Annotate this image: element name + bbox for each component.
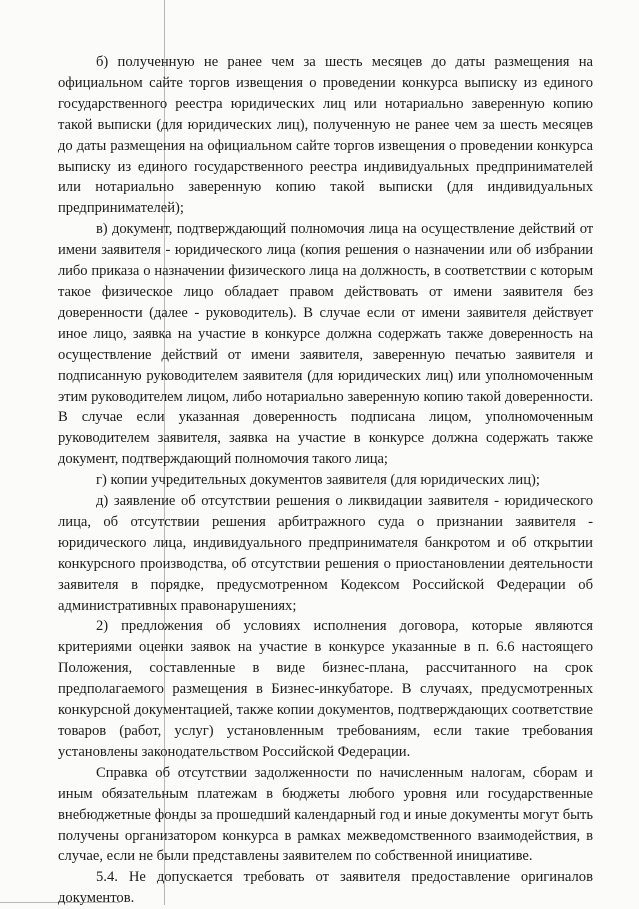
document-body: [58, 52, 593, 909]
paragraph-5-4: 5.4. Не допускается требовать от заявителя предоставление оригиналов документов.: [58, 869, 593, 907]
paragraph-g: г) копии учредительных документов заявителя (для юридических лиц);: [96, 472, 540, 489]
paragraph-v: в) документ, подтверждающий полномочия лица на осуществление действий от имени заявителя - юридического лица (копия решения о назначении или об избрании либо приказа о назначении физического лица на должность, в соответствии с которым такое физическое лицо обладает правом действовать от имени заявителя без доверенности (далее - руководитель). В случае если от имени заявителя действует иное лицо, заявка на участие в конкурсе должна содержать также доверенность на осуществление действий от имени заявителя, заверенную печатью заявителя и подписанную руководителем заявителя (для юридических лиц) или уполномоченным этим руководителем лицом, либо нотариально заверенную копию такой доверенности. В случае если указанная доверенность подписана лицом, уполномоченным руководителем заявителя, заявка на участие в конкурсе должна содержать также документ, подтверждающий полномочия такого лица;: [58, 221, 593, 468]
paragraph-d: д) заявление об отсутствии решения о ликвидации заявителя - юридического лица, об отсутствии решения арбитражного суда о признании заявителя - юридического лица, индивидуального предпринимателя банкротом и об открытии конкурсного производства, об отсутствии решения о приостановлении деятельности заявителя в порядке, предусмотренном Кодексом Российской Федерации об административных правонарушениях;: [58, 493, 593, 614]
paragraph-spravka: Справка об отсутствии задолженности по начисленным налогам, сборам и иным обязательным платежам в бюджеты любого уровня или государственные внебюджетные фонды за прошедший календарный год и иные документы могут быть получены организатором конкурса в рамках межведомственного взаимодействия, в случае, если не были представлены заявителем по собственной инициативе.: [58, 764, 593, 865]
paragraph-2: 2) предложения об условиях исполнения договора, которые являются критериями оценки заявок на участие в конкурсе указанные в п. 6.6 настоящего Положения, составленные в виде бизнес-плана, рассчитанного на срок предполагаемого размещения в Бизнес-инкубаторе. В случаях, предусмотренных конкурсной документацией, также копии документов, подтверждающих соответствие товаров (работ, услуг) установленным требованиям, если такие требования установлены законодательством Российской Федерации.: [58, 618, 593, 760]
scan-edge-mark: [0, 902, 120, 903]
paragraph-b: б) полученную не ранее чем за шесть месяцев до даты размещения на официальном сайте торгов извещения о проведении конкурса выписку из единого государственного реестра юридических лиц или нотариально заверенную копию такой выписки (для юридических лиц), полученную не ранее чем за шесть месяцев до даты размещения на официальном сайте торгов извещения о проведении конкурса выписку из единого государственного реестра индивидуальных предпринимателей или нотариально заверенную копию такой выписки (для индивидуальных предпринимателей);: [58, 54, 593, 217]
